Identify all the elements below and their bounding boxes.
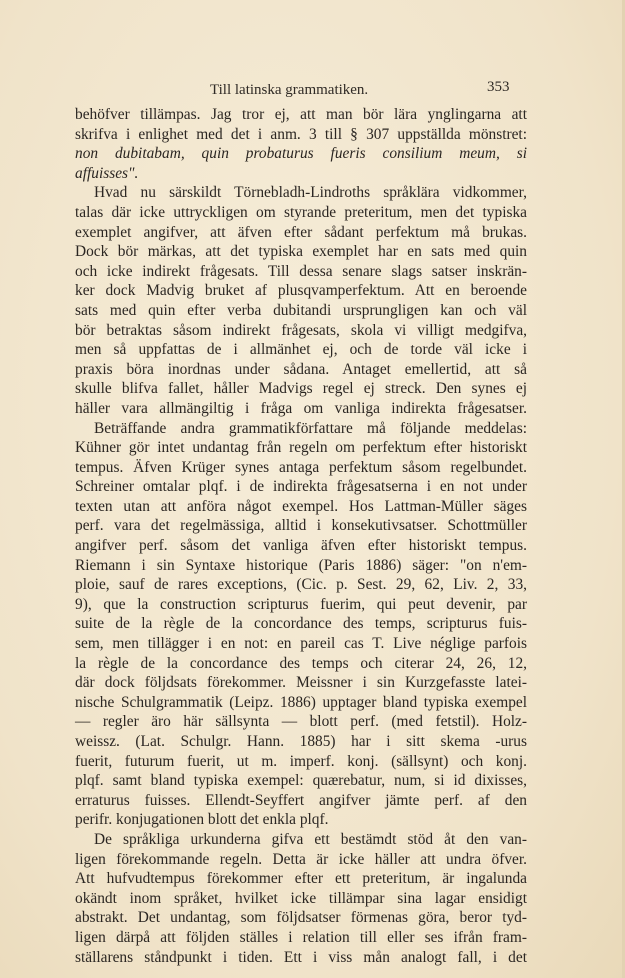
- text-line: okändt inom språket, hvilket icke tillämpar sina lagar ensidigt: [75, 889, 527, 907]
- text-line: perf. vara det regelmässiga, alltid i konsekutivsatser. Schottmüller: [75, 517, 527, 535]
- text-line: — regler äro här sällsynta — blott perf. (med fetstil). Holz-: [75, 713, 527, 731]
- text-line: praxis böra inordnas under sådana. Antaget emellertid, att så: [75, 360, 527, 378]
- text-line: Dock bör märkas, att det typiska exemplet har en sats med quin: [75, 243, 527, 261]
- text-line: Riemann i sin Syntaxe historique (Paris 1886) säger: "on n'em-: [75, 556, 527, 574]
- text-line: skulle blifva fallet, håller Madvigs regel ej streck. Den synes ej: [75, 380, 527, 398]
- text-line: plqf. samt bland typiska exempel: quærebatur, num, si id dixisses,: [75, 772, 527, 790]
- text-line: 9), que la construction scripturus fuerim, qui peut devenir, par: [75, 595, 527, 613]
- text-line: talas där icke uttryckligen om styrande preteritum, men det typiska: [75, 203, 527, 221]
- text-line: angifver perf. såsom det vanliga äfven efter historiskt tempus.: [75, 537, 527, 555]
- text-line: ker dock Madvig bruket af plusqvamperfektum. Att en beroende: [75, 282, 527, 300]
- body-text: [75, 105, 527, 967]
- text-line: texten utan att anföra något exempel. Hos Lattman-Müller säges: [75, 497, 527, 515]
- text-line: skrifva i enlighet med det i anm. 3 till § 307 uppställda mönstret:: [75, 125, 527, 143]
- text-line: nische Schulgrammatik (Leipz. 1886) upptager bland typiska exempel: [75, 693, 527, 711]
- text-line: suite de la règle de la concordance des temps, scripturus fuis-: [75, 615, 527, 633]
- text-line: där dock följdsats förekommer. Meissner i sin Kurzgefasste latei-: [75, 674, 527, 692]
- text-line: abstrakt. Det undantag, som följdsatser förmenas göra, beror tyd-: [75, 909, 527, 927]
- text-line: Schreiner omtalar plqf. i de indirekta frågesatserna i en not under: [75, 478, 527, 496]
- text-line: Beträffande andra grammatikförfattare må följande meddelas:: [94, 419, 527, 437]
- text-line: exemplet angifver, att äfven efter sådant perfektum må brukas.: [75, 223, 527, 241]
- text-line: erraturus fuisses. Ellendt-Seyffert angifver jämte perf. af den: [75, 791, 527, 809]
- text-line: ligen därpå att följden ställes i relation till eller ses ifrån fram-: [75, 928, 527, 946]
- text-line: ploie, sauf de rares exceptions, (Cic. p. Sest. 29, 62, Liv. 2, 33,: [75, 576, 527, 594]
- text-line: fuerit, futurum fuerit, ut m. imperf. konj. (sällsynt) och konj.: [75, 752, 527, 770]
- text-line: och icke indirekt frågesats. Till dessa senare slags satser inskrän-: [75, 262, 527, 280]
- text-line: la règle de la concordance des temps och citerar 24, 26, 12,: [75, 654, 527, 672]
- text-line: De språkliga urkunderna gifva ett bestämdt stöd åt den van-: [94, 830, 527, 848]
- text-line: sats med quin efter verba dubitandi ursprungligen kan och väl: [75, 301, 527, 319]
- text-line: ställarens ståndpunkt i tiden. Ett i viss mån analogt fall, i det: [75, 948, 527, 966]
- text-line: ligen förekommande regeln. Detta är icke häller att undra öfver.: [75, 850, 527, 868]
- text-line: häller vara allmängiltig i fråga om vanliga indirekta frågesatser.: [75, 399, 527, 417]
- text-line: behöfver tillämpas. Jag tror ej, att man bör lära ynglingarna att: [75, 106, 527, 123]
- text-line: sem, men tillägger i en not: en pareil cas T. Live néglige parfois: [75, 635, 527, 653]
- page-number: 353: [487, 79, 510, 95]
- text-line: weissz. (Lat. Schulgr. Hann. 1885) har i sitt skema -urus: [75, 733, 527, 750]
- text-line: non dubitabam, quin probaturus fueris consilium meum, si: [75, 145, 527, 163]
- text-line: Kühner gör intet undantag från regeln om perfektum efter historiskt: [75, 439, 527, 457]
- page-header: [0, 79, 625, 102]
- text-line: affuisses".: [75, 164, 139, 182]
- text-line: Hvad nu särskildt Törnebladh-Lindroths språklära vidkommer,: [94, 184, 527, 202]
- text-line: Att hufvudtempus förekommer efter ett preteritum, är ingalunda: [75, 870, 527, 888]
- running-title: Till latinska grammatiken.: [210, 82, 369, 98]
- text-line: tempus. Äfven Krüger synes antaga perfektum såsom regelbundet.: [75, 458, 527, 476]
- text-line: bör betraktas såsom indirekt frågesats, skola vi villigt medgifva,: [75, 321, 527, 339]
- text-line: perifr. konjugationen blott det enkla plqf.: [75, 811, 329, 829]
- text-line: men så uppfattas de i allmänhet ej, och de torde väl icke i: [75, 341, 527, 359]
